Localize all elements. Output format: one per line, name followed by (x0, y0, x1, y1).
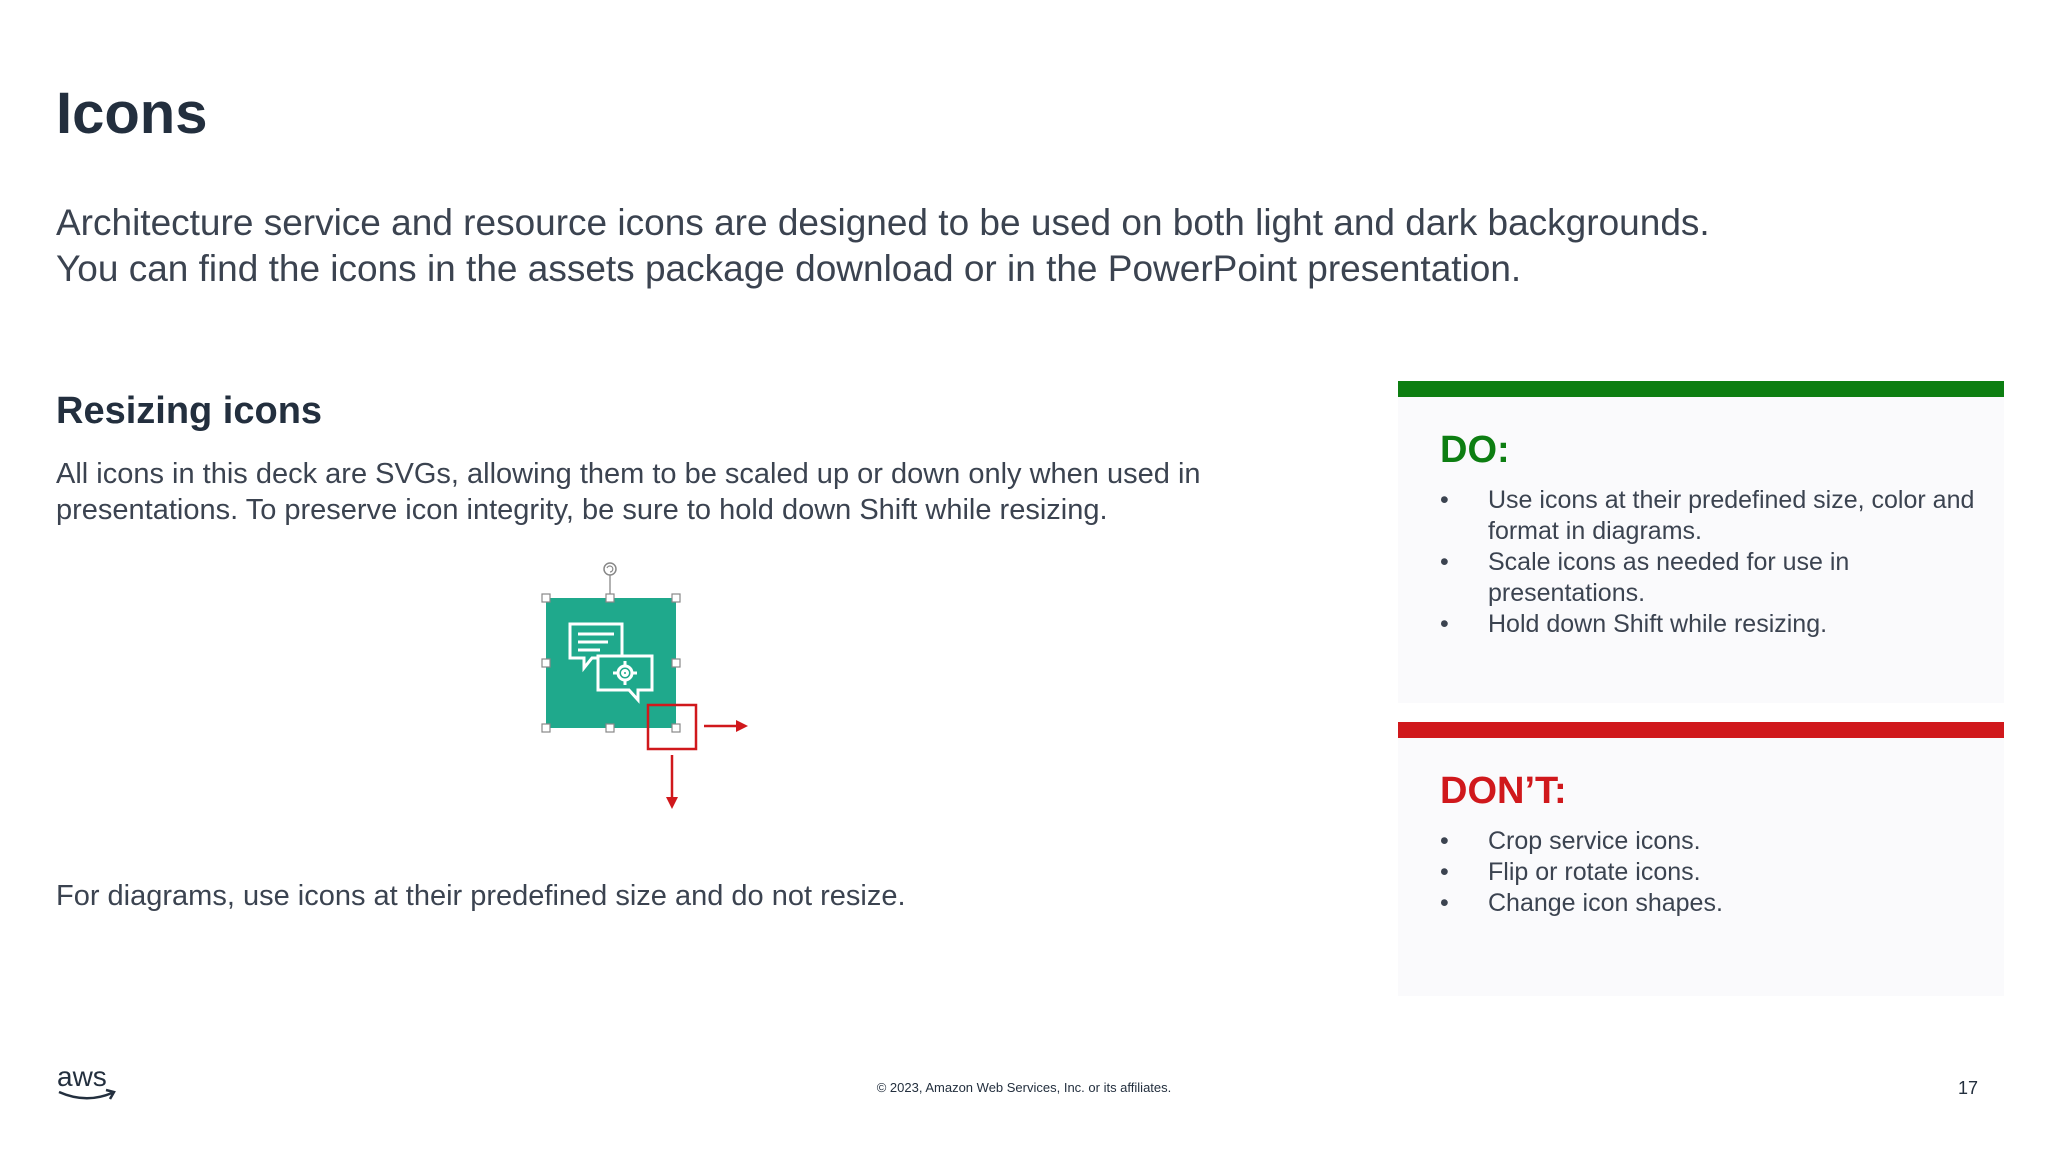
dont-card (1398, 722, 2004, 996)
copyright: © 2023, Amazon Web Services, Inc. or its affiliates. (876, 1080, 1172, 1095)
resizing-description (56, 456, 1316, 528)
do-color-bar (1398, 381, 2004, 397)
intro-text (56, 200, 1956, 292)
arrow-right-icon (704, 720, 748, 732)
resizing-heading: Resizing icons (56, 390, 323, 432)
dont-heading: DON’T: (1440, 770, 1567, 812)
do-heading: DO: (1440, 429, 1510, 471)
arrow-down-icon (666, 755, 678, 809)
page-title: Icons (56, 81, 208, 146)
do-list-item: • Use icons at their predefined size, color and format in diagrams. (1440, 485, 1980, 547)
dont-list-item: • Crop service icons. (1440, 826, 1980, 857)
intro-line: You can find the icons in the assets package download or in the PowerPoint presentation. (56, 248, 1522, 289)
rotate-handle-icon (604, 563, 616, 598)
dont-list-item: • Flip or rotate icons. (1440, 857, 1980, 888)
resizing-line: All icons in this deck are SVGs, allowing them to be scaled up or down only when used in (56, 458, 1201, 490)
dont-list-item: • Change icon shapes. (1440, 888, 1980, 919)
do-list-item: • Scale icons as needed for use in presentations. (1440, 547, 1980, 609)
aws-logo-text: aws (57, 1061, 107, 1092)
do-card (1398, 381, 2004, 703)
dont-color-bar (1398, 722, 2004, 738)
do-list-item: • Hold down Shift while resizing. (1440, 609, 1980, 640)
do-list (1440, 485, 1980, 640)
dont-list (1440, 826, 1980, 919)
resizing-line: presentations. To preserve icon integrity, be sure to hold down Shift while resizing. (56, 494, 1108, 526)
diagram-note: For diagrams, use icons at their predefined size and do not resize. (56, 880, 906, 912)
page-number: 17 (1957, 1078, 1978, 1098)
resize-illustration (530, 555, 780, 815)
intro-line: Architecture service and resource icons are designed to be used on both light and dark backgrounds. (56, 202, 1710, 243)
